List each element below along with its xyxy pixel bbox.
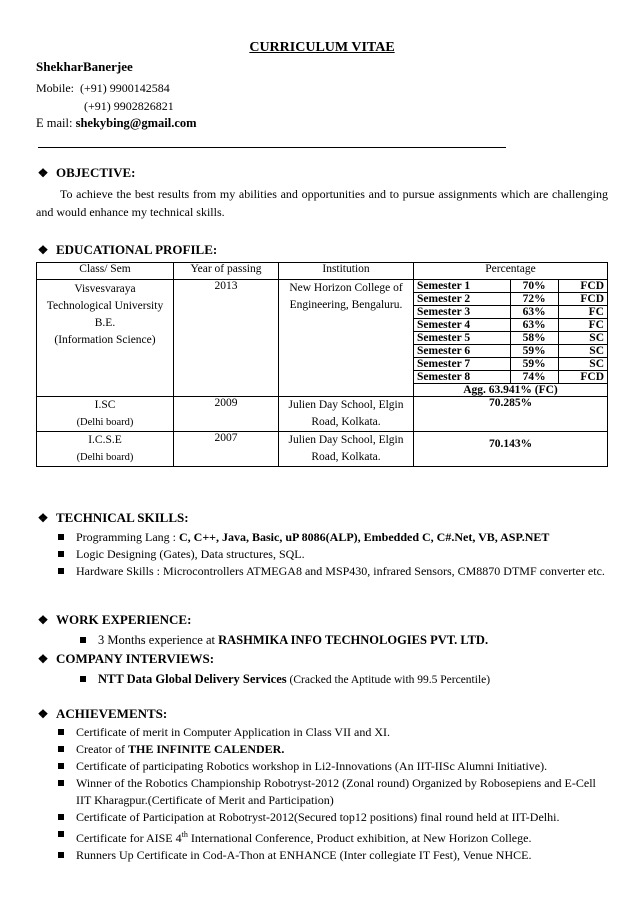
col-header-institution: Institution <box>279 263 414 280</box>
interview-detail: (Cracked the Aptitude with 99.5 Percentile) <box>286 674 491 686</box>
semester-label: Semester 8 <box>414 371 511 384</box>
semester-label: Semester 6 <box>414 345 511 358</box>
work-heading <box>36 612 191 628</box>
semester-grade: SC <box>558 332 607 345</box>
candidate-name: ShekharBanerjee <box>36 59 133 74</box>
skills-heading-text: TECHNICAL SKILLS: <box>56 510 189 525</box>
col-header-year: Year of passing <box>174 263 279 280</box>
diamond-bullet-icon: ❖ <box>37 612 49 627</box>
semester-label: Semester 3 <box>414 306 511 319</box>
semester-percent: 70% <box>510 280 558 293</box>
list-item <box>80 671 628 689</box>
list-item <box>58 775 606 809</box>
mobile-line <box>36 81 170 96</box>
list-item <box>58 529 606 546</box>
be-institution: New Horizon College of Engineering, Bengaluru. <box>279 280 414 397</box>
education-table <box>36 262 608 467</box>
mobile-number-1: (+91) 9900142584 <box>80 81 170 95</box>
work-list <box>80 632 628 649</box>
skill-label: Programming Lang : <box>76 530 179 544</box>
document-title: CURRICULUM VITAE <box>249 40 395 55</box>
header-divider <box>38 147 506 148</box>
achievement-text: Certificate for AISE 4 <box>76 831 182 845</box>
skills-list <box>58 529 606 580</box>
email-label: E mail: <box>36 116 73 130</box>
achievements-list <box>58 724 606 864</box>
interview-company: NTT Data Global Delivery Services <box>98 672 287 686</box>
list-item <box>58 546 606 563</box>
objective-heading-text: OBJECTIVE: <box>56 165 136 180</box>
isc-class-cell <box>37 397 174 432</box>
work-company: RASHMIKA INFO TECHNOLOGIES PVT. LTD. <box>218 633 489 647</box>
semester-percent: 59% <box>510 358 558 371</box>
list-item <box>58 847 606 864</box>
objective-body: To achieve the best results from my abilities and opportunities and to pursue assignments which are challenging and would enhance my technical skills. <box>36 187 608 219</box>
email-line <box>36 116 197 131</box>
list-item <box>58 724 606 741</box>
diamond-bullet-icon: ❖ <box>37 510 49 525</box>
achievements-heading-text: ACHIEVEMENTS: <box>56 706 168 721</box>
semester-label: Semester 2 <box>414 293 511 306</box>
achievement-text: Winner of the Robotics Championship Robotryst-2012 (Zonal round) Organized by Robosepiens and E-Cell IIT Kharagpur.(Certificate of Merit and Participation) <box>76 776 596 807</box>
diamond-bullet-icon: ❖ <box>37 165 49 180</box>
list-item <box>58 809 606 826</box>
isc-institution: Julien Day School, Elgin Road, Kolkata. <box>279 397 414 432</box>
diamond-bullet-icon: ❖ <box>37 651 49 666</box>
semester-grade: FC <box>558 306 607 319</box>
list-item <box>58 758 606 775</box>
be-university-2: Technological University <box>46 300 164 312</box>
semester-percent: 72% <box>510 293 558 306</box>
skill-value: C, C++, Java, Basic, uP 8086(ALP), Embedded C, C#.Net, VB, ASP.NET <box>178 530 550 544</box>
achievement-text: Certificate of participating Robotics workshop in Li2-Innovations (An IIT-IISc Alumni Initiative). <box>76 759 548 773</box>
table-header-row <box>37 263 608 280</box>
be-degree: B.E. <box>94 317 116 329</box>
semester-grade: SC <box>558 358 607 371</box>
list-item <box>58 826 606 847</box>
be-class-cell <box>37 280 174 397</box>
objective-text <box>36 185 608 221</box>
icse-percent: 70.143% <box>414 432 608 467</box>
isc-year: 2009 <box>174 397 279 432</box>
skills-heading <box>36 510 189 526</box>
achievement-text-rest: International Conference, Product exhibition, at New Horizon College. <box>187 831 532 845</box>
col-header-percentage: Percentage <box>414 263 608 280</box>
diamond-bullet-icon: ❖ <box>37 242 49 257</box>
achievement-text: Creator of <box>76 742 128 756</box>
skill-text: Hardware Skills : Microcontrollers ATMEGA8 and MSP430, infrared Sensors, CM8870 DTMF converter etc. <box>76 564 605 578</box>
education-heading <box>36 242 217 258</box>
semester-label: Semester 7 <box>414 358 511 371</box>
achievement-text: Certificate of merit in Computer Application in Class VII and XI. <box>76 725 391 739</box>
semester-label: Semester 5 <box>414 332 511 345</box>
isc-percent: 70.285% <box>414 397 608 432</box>
mobile-number-2: (+91) 9902826821 <box>84 99 174 113</box>
table-row <box>37 280 608 293</box>
interviews-heading <box>36 651 214 667</box>
semester-grade: FCD <box>558 371 607 384</box>
be-university: Visvesvaraya <box>74 283 136 295</box>
semester-percent: 74% <box>510 371 558 384</box>
achievements-heading <box>36 706 167 722</box>
icse-year: 2007 <box>174 432 279 467</box>
skill-text: Logic Designing (Gates), Data structures, SQL. <box>76 547 305 561</box>
semester-percent: 59% <box>510 345 558 358</box>
objective-heading <box>36 165 135 181</box>
achievement-text: Runners Up Certificate in Cod-A-Thon at ENHANCE (Inter collegiate IT Fest), Venue NHCE. <box>76 848 532 862</box>
work-prefix: 3 Months experience at <box>98 633 219 647</box>
list-item <box>58 563 606 580</box>
mobile-label: Mobile: <box>36 81 74 95</box>
list-item <box>58 741 606 758</box>
semester-label: Semester 4 <box>414 319 511 332</box>
icse-class-cell <box>37 432 174 467</box>
icse-institution: Julien Day School, Elgin Road, Kolkata. <box>279 432 414 467</box>
aggregate-percent: Agg. 63.941% (FC) <box>414 384 608 397</box>
table-row <box>37 432 608 467</box>
semester-percent: 63% <box>510 319 558 332</box>
be-year: 2013 <box>174 280 279 397</box>
semester-grade: FCD <box>558 293 607 306</box>
semester-percent: 58% <box>510 332 558 345</box>
table-row <box>37 397 608 432</box>
be-branch: (Information Science) <box>54 334 156 346</box>
education-heading-text: EDUCATIONAL PROFILE: <box>56 242 218 257</box>
isc-board: (Delhi board) <box>76 417 134 428</box>
interviews-heading-text: COMPANY INTERVIEWS: <box>56 651 215 666</box>
semester-label: Semester 1 <box>414 280 511 293</box>
semester-grade: FCD <box>558 280 607 293</box>
work-heading-text: WORK EXPERIENCE: <box>56 612 192 627</box>
diamond-bullet-icon: ❖ <box>37 706 49 721</box>
achievement-sup: th <box>181 830 188 839</box>
achievement-text: Certificate of Participation at Robotryst-2012(Secured top12 positions) final round held at IIT-Delhi. <box>76 810 560 824</box>
email-address: shekybing@gmail.com <box>75 116 197 130</box>
icse-board: (Delhi board) <box>76 452 134 463</box>
col-header-class: Class/ Sem <box>37 263 174 280</box>
semester-grade: FC <box>558 319 607 332</box>
interviews-list <box>80 671 628 689</box>
semester-percent: 63% <box>510 306 558 319</box>
icse-class: I.C.S.E <box>88 434 122 446</box>
isc-class: I.SC <box>94 399 116 411</box>
list-item <box>80 632 628 649</box>
semester-grade: SC <box>558 345 607 358</box>
achievement-bold: THE INFINITE CALENDER. <box>127 742 285 756</box>
